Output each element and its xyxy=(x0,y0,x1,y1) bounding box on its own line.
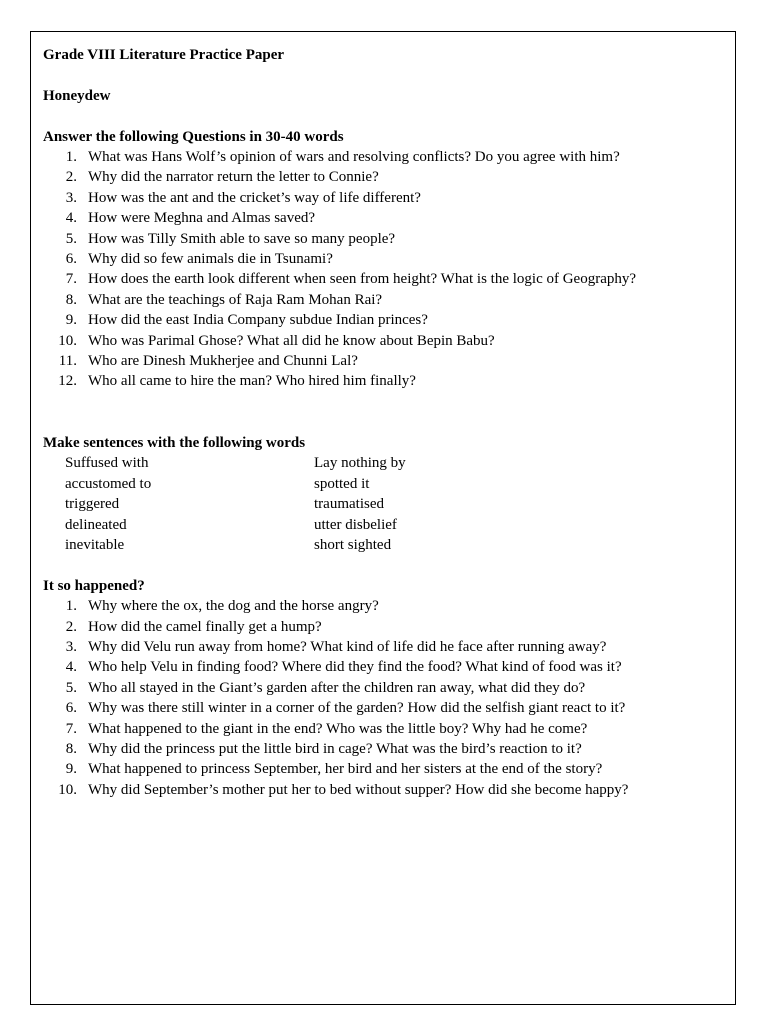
question-text: How were Meghna and Almas saved? xyxy=(88,210,316,227)
question-item xyxy=(43,596,723,616)
question-number: 10. xyxy=(58,781,77,798)
question-text: Why did the narrator return the letter to Connie? xyxy=(88,169,379,186)
question-text: What happened to the giant in the end? Who was the little boy? Why had he come? xyxy=(88,720,588,737)
question-text: How was the ant and the cricket’s way of life different? xyxy=(88,189,421,206)
question-item xyxy=(43,229,723,249)
question-text: Why did so few animals die in Tsunami? xyxy=(88,251,333,268)
question-number: 1. xyxy=(65,598,77,615)
question-text: What happened to princess September, her bird and her sisters at the end of the story? xyxy=(88,761,603,778)
question-item xyxy=(43,249,723,269)
honeydew-question-list xyxy=(43,147,723,392)
question-text: Who all stayed in the Giant’s garden after the children ran away, what did they do? xyxy=(88,679,586,696)
question-number: 4. xyxy=(65,210,77,227)
question-text: Who all came to hire the man? Who hired him finally? xyxy=(88,373,416,390)
question-number: 7. xyxy=(65,720,77,737)
document-body xyxy=(43,45,723,800)
question-text: How did the camel finally get a hump? xyxy=(88,618,322,635)
question-number: 8. xyxy=(65,291,77,308)
it-so-happened-heading: It so happened? xyxy=(43,577,145,594)
question-item xyxy=(43,698,723,718)
question-text: How does the earth look different when seen from height? What is the logic of Geography? xyxy=(88,271,637,288)
question-item xyxy=(43,678,723,698)
question-item xyxy=(43,351,723,371)
question-number: 6. xyxy=(65,251,77,268)
question-item xyxy=(43,759,723,779)
vocabulary-word: spotted it xyxy=(314,475,370,492)
sentences-heading: Make sentences with the following words xyxy=(43,434,306,451)
question-number: 5. xyxy=(65,679,77,696)
question-text: How did the east India Company subdue Indian princes? xyxy=(88,312,428,329)
question-text: What was Hans Wolf’s opinion of wars and resolving conflicts? Do you agree with him? xyxy=(88,149,620,165)
question-item xyxy=(43,310,723,330)
question-number: 2. xyxy=(65,169,77,186)
question-item xyxy=(43,780,723,800)
question-item xyxy=(43,167,723,187)
question-number: 10. xyxy=(58,332,77,349)
question-number: 7. xyxy=(65,271,77,288)
question-text: Who help Velu in finding food? Where did they find the food? What kind of food was it? xyxy=(88,659,622,676)
instruction-heading: Answer the following Questions in 30-40 words xyxy=(43,128,344,145)
question-text: Why where the ox, the dog and the horse angry? xyxy=(88,598,379,615)
question-number: 3. xyxy=(65,638,77,655)
question-item xyxy=(43,637,723,657)
question-number: 3. xyxy=(65,189,77,206)
vocabulary-word: delineated xyxy=(65,516,127,533)
question-item xyxy=(43,331,723,351)
vocabulary-word: Suffused with xyxy=(65,455,149,472)
question-item xyxy=(43,617,723,637)
question-text: Why did the princess put the little bird in cage? What was the bird’s reaction to it? xyxy=(88,740,582,757)
question-text: Who was Parimal Ghose? What all did he know about Bepin Babu? xyxy=(88,332,495,349)
question-number: 11. xyxy=(58,353,77,370)
vocabulary-word: Lay nothing by xyxy=(314,455,406,472)
question-text: Why was there still winter in a corner of the garden? How did the selfish giant react to it? xyxy=(88,700,626,717)
question-text: How was Tilly Smith able to save so many people? xyxy=(88,230,396,247)
question-item xyxy=(43,657,723,677)
question-text: Why did September’s mother put her to bed without supper? How did she become happy? xyxy=(88,781,629,798)
question-number: 1. xyxy=(65,149,77,165)
question-item xyxy=(43,188,723,208)
vocabulary-word: short sighted xyxy=(314,536,392,553)
vocabulary-word: triggered xyxy=(65,496,120,513)
question-item xyxy=(43,147,723,167)
question-item xyxy=(43,269,723,289)
document-title: Grade VIII Literature Practice Paper xyxy=(43,47,285,63)
question-number: 9. xyxy=(65,312,77,329)
book-title: Honeydew xyxy=(43,87,111,104)
question-number: 6. xyxy=(65,700,77,717)
vocabulary-word: accustomed to xyxy=(65,475,152,492)
question-number: 4. xyxy=(65,659,77,676)
question-item xyxy=(43,208,723,228)
question-number: 8. xyxy=(65,740,77,757)
question-item xyxy=(43,719,723,739)
question-item xyxy=(43,739,723,759)
question-item xyxy=(43,371,723,391)
word-list xyxy=(43,453,723,555)
vocabulary-word: inevitable xyxy=(65,536,125,553)
question-text: Why did Velu run away from home? What kind of life did he face after running away? xyxy=(88,638,607,655)
question-text: What are the teachings of Raja Ram Mohan Rai? xyxy=(88,291,383,308)
question-number: 12. xyxy=(58,373,77,390)
question-number: 9. xyxy=(65,761,77,778)
question-number: 5. xyxy=(65,230,77,247)
question-number: 2. xyxy=(65,618,77,635)
vocabulary-word: utter disbelief xyxy=(314,516,397,533)
question-text: Who are Dinesh Mukherjee and Chunni Lal? xyxy=(88,353,358,370)
vocabulary-word: traumatised xyxy=(314,496,384,513)
it-so-happened-question-list xyxy=(43,596,723,800)
question-item xyxy=(43,290,723,310)
